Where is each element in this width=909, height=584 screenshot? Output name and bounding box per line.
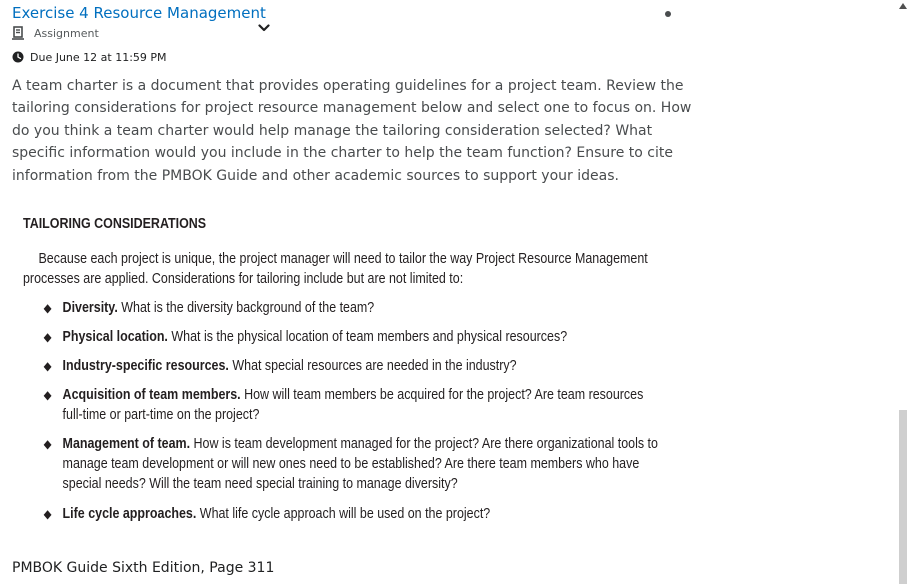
assignment-type bbox=[12, 25, 99, 41]
bullet-text: What is the diversity background of the team? bbox=[117, 300, 375, 316]
due-date-label: Due June 12 at 11:59 PM bbox=[30, 50, 167, 64]
assignment-type-label: Assignment bbox=[34, 26, 99, 40]
assignment-title-link[interactable]: Exercise 4 Resource Management bbox=[12, 4, 266, 22]
diamond-bullet-icon: ◆ bbox=[43, 388, 52, 402]
due-date bbox=[12, 49, 167, 65]
source-citation: PMBOK Guide Sixth Edition, Page 311 bbox=[12, 560, 275, 576]
pmbok-excerpt-image bbox=[23, 212, 691, 532]
bullet-text: What special resources are needed in the industry? bbox=[228, 358, 517, 374]
diamond-bullet-icon: ◆ bbox=[43, 437, 52, 451]
excerpt-paragraph: Because each project is unique, the project manager will need to tailor the way Project Resource Management processes are applied. Considerations for tailoring include but are not limited to: bbox=[23, 251, 648, 287]
scrollbar-thumb[interactable] bbox=[899, 410, 907, 584]
bullet-term: Life cycle approaches. bbox=[62, 506, 197, 522]
arrow-up-icon[interactable] bbox=[897, 0, 909, 12]
diamond-bullet-icon: ◆ bbox=[43, 330, 52, 344]
diamond-bullet-icon: ◆ bbox=[43, 507, 52, 521]
assignment-instructions: A team charter is a document that provides operating guidelines for a project team. Review the tailoring considerations for project resource management below and select one to focus on. How do you think a team charter would help manage the tailoring consideration selected? What specific information would you include in the charter to help the team function? Ensure to cite information from the PMBOK Guide and other academic sources to support your ideas. bbox=[12, 78, 692, 184]
bullet-term: Diversity. bbox=[62, 300, 118, 316]
bullet-term: Management of team. bbox=[62, 436, 191, 452]
bullet-term: Physical location. bbox=[62, 329, 168, 345]
clock-icon bbox=[12, 51, 24, 63]
bullet-text: How will team members be acquired for the project? Are team resources full-time or part-time on the project? bbox=[62, 387, 644, 423]
bullet-text: How is team development managed for the project? Are there organizational tools to manage team development or will new ones need to be established? Are there team members who have special needs? Will the team need special training to manage diversity? bbox=[62, 436, 658, 492]
diamond-bullet-icon: ◆ bbox=[43, 301, 52, 315]
bullet-text: What is the physical location of team members and physical resources? bbox=[167, 329, 568, 345]
chevron-down-icon[interactable] bbox=[258, 17, 270, 36]
diamond-bullet-icon: ◆ bbox=[43, 359, 52, 373]
bullet-term: Acquisition of team members. bbox=[62, 387, 241, 403]
more-dot-icon[interactable] bbox=[665, 11, 671, 17]
assignment-icon bbox=[12, 26, 26, 40]
bullet-term: Industry-specific resources. bbox=[62, 358, 229, 374]
bullet-text: What life cycle approach will be used on the project? bbox=[196, 506, 491, 522]
excerpt-heading: TAILORING CONSIDERATIONS bbox=[23, 216, 207, 232]
